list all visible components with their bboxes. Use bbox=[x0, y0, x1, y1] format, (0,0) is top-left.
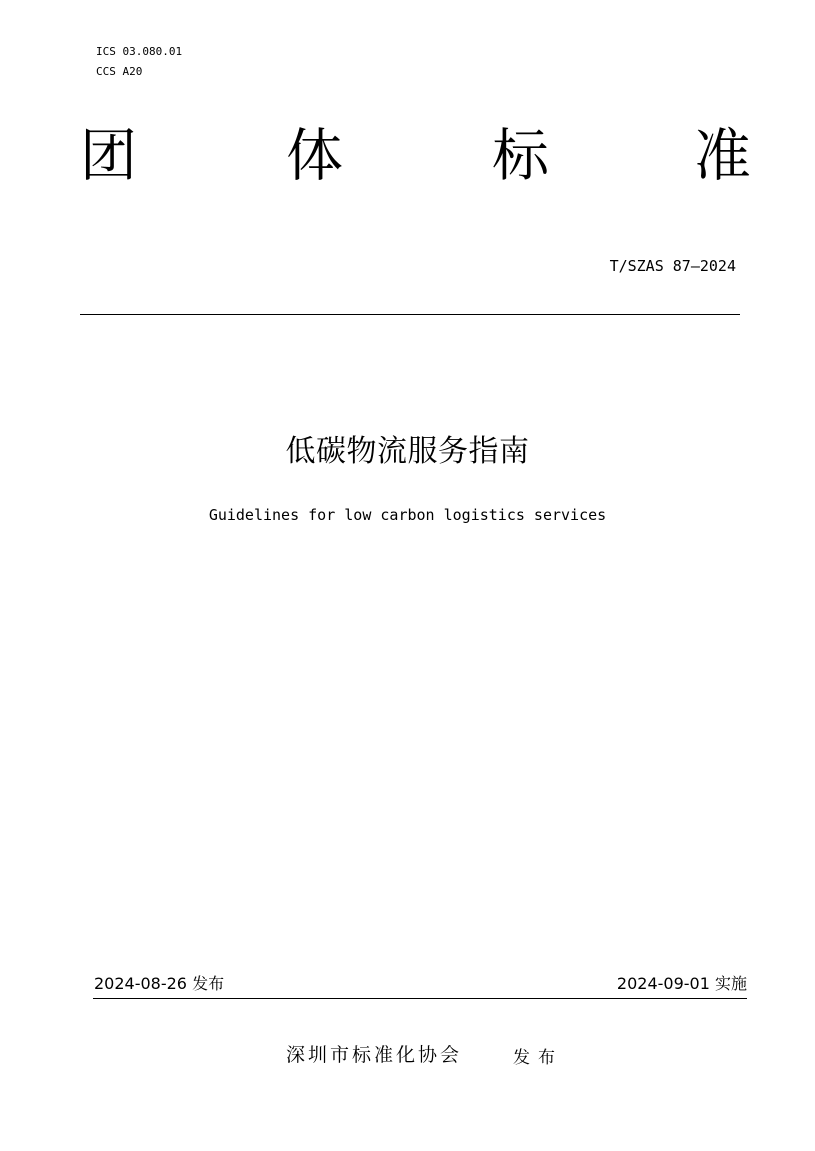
ccs-code: CCS A20 bbox=[96, 65, 143, 78]
ics-code: ICS 03.080.01 bbox=[96, 45, 183, 58]
publish-date: 2024-08-26 发布 bbox=[94, 974, 225, 993]
doc-type-char: 准 bbox=[694, 123, 751, 189]
doc-type-char: 体 bbox=[286, 123, 343, 189]
top-divider bbox=[80, 314, 740, 315]
title-chinese: 低碳物流服务指南 bbox=[285, 434, 530, 469]
doc-type-char: 标 bbox=[492, 123, 549, 189]
bottom-divider bbox=[93, 998, 747, 999]
implement-date: 2024-09-01 实施 bbox=[616, 974, 747, 993]
document-type-heading bbox=[80, 120, 751, 192]
classification-codes bbox=[96, 42, 182, 82]
issuer-action: 发布 bbox=[513, 1048, 563, 1068]
doc-type-char: 团 bbox=[80, 123, 137, 189]
issuer-name: 深圳市标准化协会 bbox=[286, 1044, 463, 1066]
standard-number: T/SZAS 87—2024 bbox=[609, 257, 736, 275]
title-english: Guidelines for low carbon logistics services bbox=[208, 506, 607, 524]
